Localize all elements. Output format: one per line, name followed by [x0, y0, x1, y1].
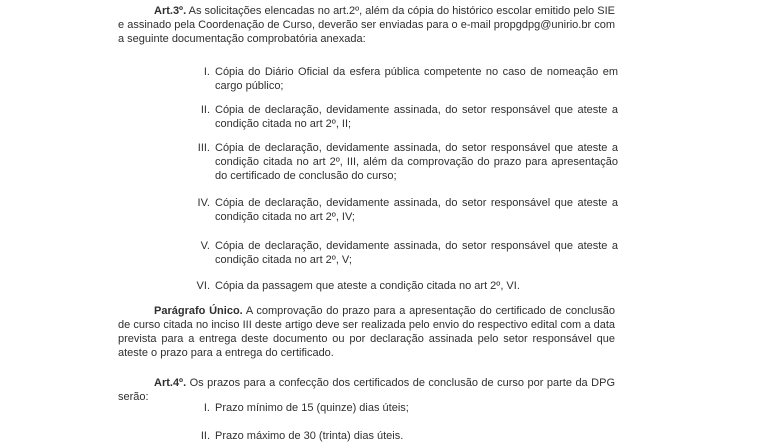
article-3-item-2: [180, 103, 618, 131]
article-3-paragraph: [118, 4, 615, 46]
item-numeral: II.: [200, 104, 210, 116]
item-numeral: II.: [200, 430, 210, 442]
article-3-text: As solicitações elencadas no art.2º, além da cópia do histórico escolar emitido pelo SIE e assinado pela Coordenação de Curso, deverão ser enviadas para o e-mail propgdpg@unirio.br com a seguinte documentação comprobatória anexada:: [118, 5, 615, 45]
item-text: Prazo mínimo de 15 (quinze) dias úteis;: [215, 402, 409, 414]
item-numeral: V.: [200, 240, 210, 252]
article-3-item-3: [180, 141, 618, 183]
item-numeral: I.: [203, 66, 210, 78]
article-3-item-4: [180, 196, 618, 224]
item-text: Cópia de declaração, devidamente assinada, do setor responsável que ateste a condição citada no art 2º, IV;: [215, 197, 618, 223]
item-text: Cópia de declaração, devidamente assinada, do setor responsável que ateste a condição citada no art 2º, V;: [215, 240, 618, 266]
article-3-item-5: [180, 239, 618, 267]
article-3-label: Art.3º.: [154, 5, 187, 17]
article-3-item-1: [180, 65, 618, 93]
article-4-text: Os prazos para a confecção dos certificados de conclusão de curso por parte da DPG serão:: [118, 377, 615, 403]
item-numeral: I.: [203, 402, 210, 414]
article-4-item-2: [180, 429, 618, 443]
item-text: Cópia de declaração, devidamente assinada, do setor responsável que ateste a condição citada no art 2º, III, além da comprovação do prazo para apresentação do certificado de conclusão do curso;: [215, 142, 618, 182]
article-4-label: Art.4º.: [154, 377, 187, 389]
item-text: Cópia de declaração, devidamente assinada, do setor responsável que ateste a condição citada no art 2º, II;: [215, 104, 618, 130]
item-numeral: III.: [197, 142, 210, 154]
item-numeral: IV.: [197, 197, 210, 209]
item-numeral: VI.: [196, 280, 210, 292]
item-text: Cópia da passagem que ateste a condição citada no art 2º, VI.: [215, 280, 520, 292]
paragrafo-unico-text: A comprovação do prazo para a apresentação do certificado de conclusão de curso citada no inciso III deste artigo deve ser realizada pelo envio do respectivo edital com a data prevista para a entrega deste documento ou por declaração assinada pelo setor responsável que ateste o prazo para a entrega do certificado.: [118, 305, 615, 359]
article-4-item-1: [180, 401, 618, 415]
paragrafo-unico-label: Parágrafo Único.: [154, 305, 243, 317]
article-4-paragraph: [118, 376, 615, 404]
item-text: Cópia do Diário Oficial da esfera pública competente no caso de nomeação em cargo público;: [215, 66, 618, 92]
item-text: Prazo máximo de 30 (trinta) dias úteis.: [215, 430, 404, 442]
article-3-item-6: [180, 279, 618, 293]
paragrafo-unico-paragraph: [118, 304, 615, 360]
